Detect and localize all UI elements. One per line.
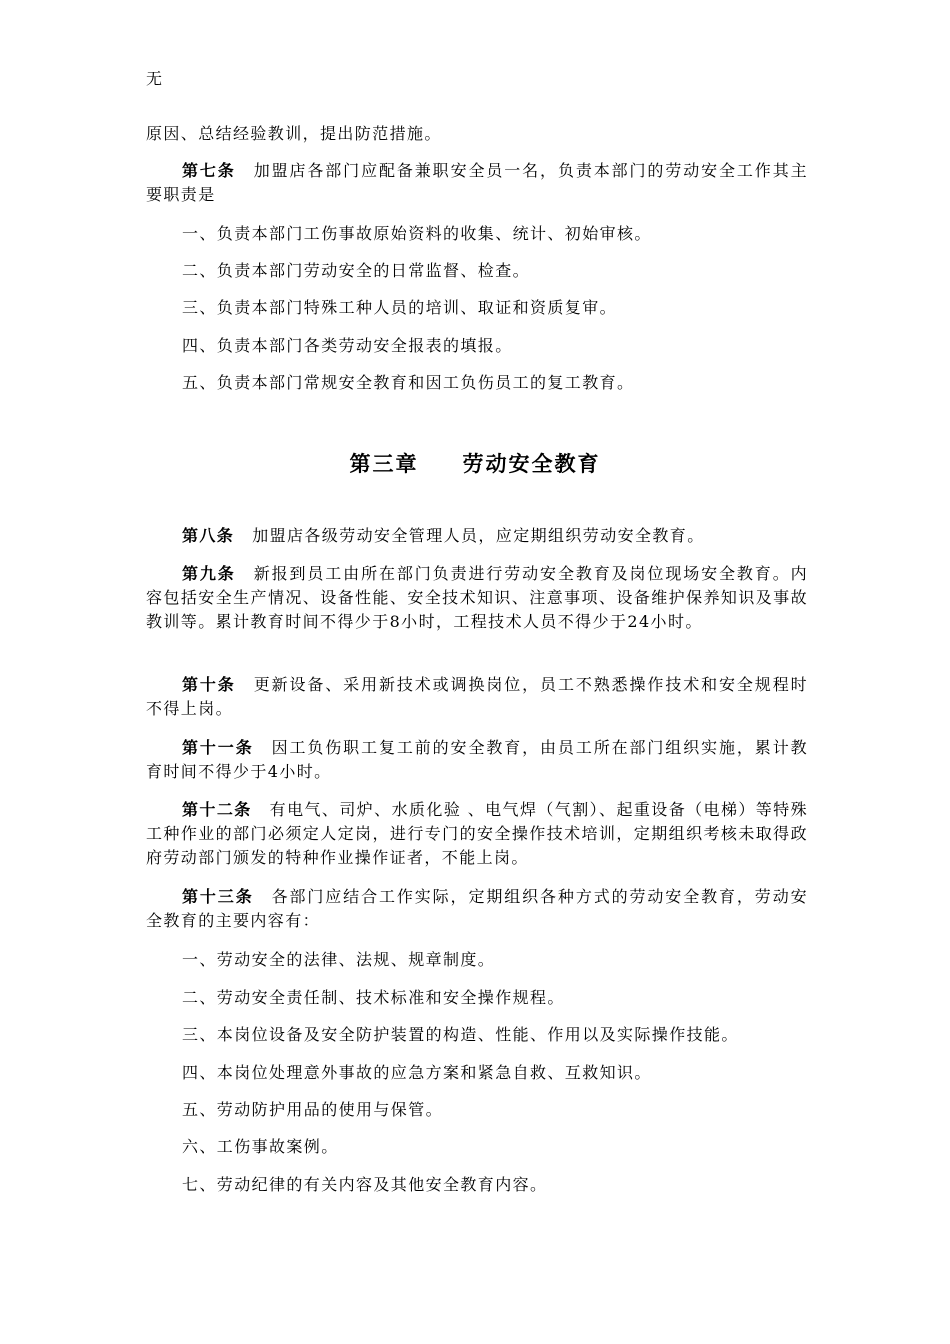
- article-12: [146, 798, 808, 870]
- article-text: 各部门应结合工作实际，定期组织各种方式的劳动安全教育，劳动安全教育的主要内容有：: [146, 887, 808, 930]
- article-label: 第十条: [182, 675, 236, 694]
- article-text: 加盟店各部门应配备兼职安全员一名，负责本部门的劳动安全工作其主要职责是: [146, 161, 809, 204]
- article-label: 第七条: [182, 161, 236, 180]
- page-header: 无: [146, 69, 163, 88]
- list-item: 六、工伤事故案例。: [182, 1137, 339, 1156]
- article-10: [146, 673, 808, 721]
- list-item: 二、负责本部门劳动安全的日常监督、检查。: [182, 261, 531, 280]
- article-label: 第九条: [182, 564, 236, 583]
- chapter-number: 第三章: [349, 451, 419, 476]
- article-label: 第八条: [182, 526, 235, 545]
- list-item: 一、劳动安全的法律、法规、规章制度。: [182, 950, 496, 969]
- article-label: 第十一条: [182, 738, 254, 757]
- chapter-title: 劳动安全教育: [462, 451, 601, 476]
- article-8: [146, 524, 808, 548]
- article-text: 有电气、司炉、水质化验 、电气焊（气割）、起重设备（电梯）等特殊工种作业的部门必须定人定岗，进行专门的安全操作技术培训，定期组织考核未取得政府劳动部门颁发的特种作业操作证者，不能上岗。: [146, 800, 809, 867]
- article-11: [146, 736, 808, 784]
- article-13: [146, 885, 808, 933]
- list-item: 三、负责本部门特殊工种人员的培训、取证和资质复审。: [182, 298, 618, 317]
- list-item: 三、本岗位设备及安全防护装置的构造、性能、作用以及实际操作技能。: [182, 1025, 739, 1044]
- list-item: 七、劳动纪律的有关内容及其他安全教育内容。: [182, 1175, 548, 1194]
- article-text: 新报到员工由所在部门负责进行劳动安全教育及岗位现场安全教育。内容包括安全生产情况、设备性能、安全技术知识、注意事项、设备维护保养知识及事故教训等。累计教育时间不得少于8小时，工程技术人员不得少于24小时。: [146, 564, 809, 631]
- article-label: 第十三条: [182, 887, 254, 906]
- paragraph-continuation: 原因、总结经验教训，提出防范措施。: [146, 124, 442, 143]
- article-text: 加盟店各级劳动安全管理人员，应定期组织劳动安全教育。: [252, 526, 705, 545]
- list-item: 四、本岗位处理意外事故的应急方案和紧急自救、互救知识。: [182, 1063, 652, 1082]
- list-item: 一、负责本部门工伤事故原始资料的收集、统计、初始审核。: [182, 224, 652, 243]
- list-item: 四、负责本部门各类劳动安全报表的填报。: [182, 336, 513, 355]
- article-9: [146, 562, 808, 634]
- article-label: 第十二条: [182, 800, 252, 819]
- article-text: 因工负伤职工复工前的安全教育，由员工所在部门组织实施，累计教育时间不得少于4小时。: [146, 738, 808, 781]
- article-text: 更新设备、采用新技术或调换岗位，员工不熟悉操作技术和安全规程时不得上岗。: [146, 675, 809, 718]
- chapter-heading: [0, 448, 950, 478]
- article-7: [146, 159, 808, 207]
- list-item: 二、劳动安全责任制、技术标准和安全操作规程。: [182, 988, 565, 1007]
- list-item: 五、劳动防护用品的使用与保管。: [182, 1100, 444, 1119]
- list-item: 五、负责本部门常规安全教育和因工负伤员工的复工教育。: [182, 373, 635, 392]
